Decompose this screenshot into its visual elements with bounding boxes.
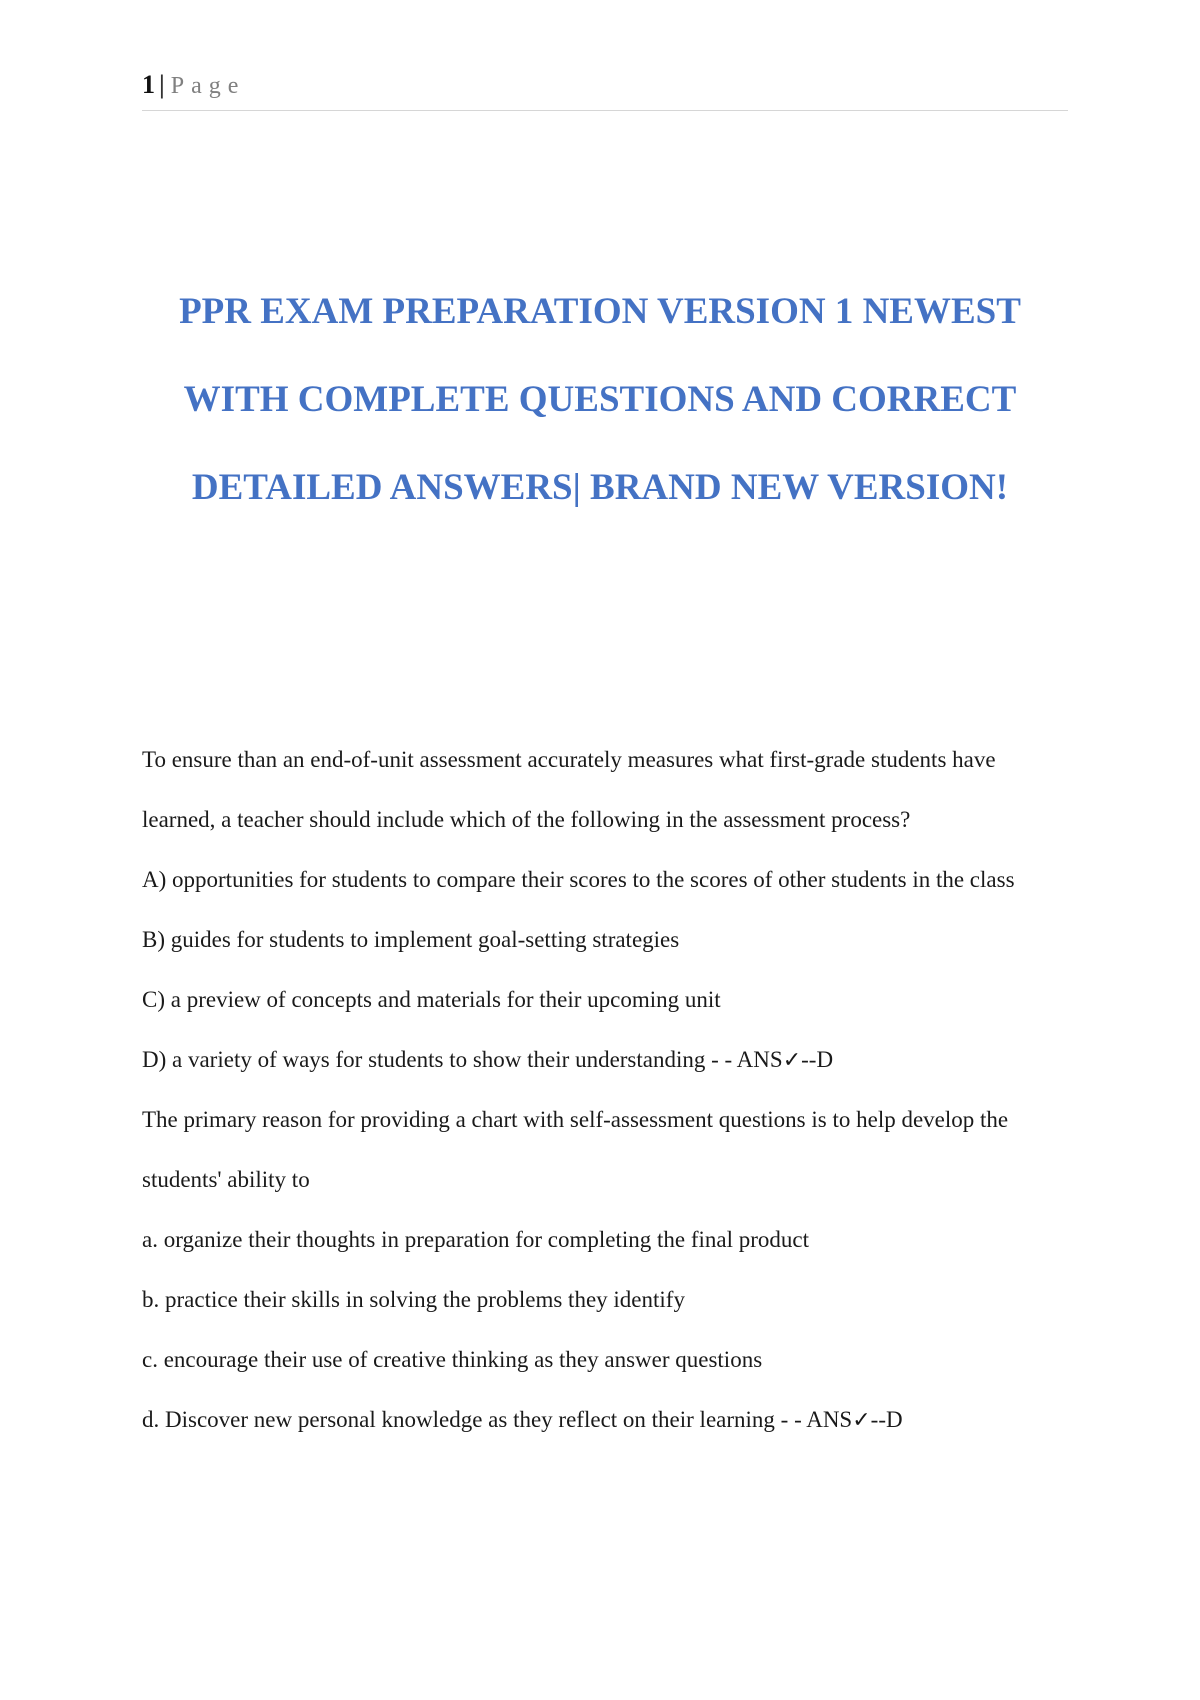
checkmark-icon: ✓	[852, 1408, 871, 1433]
document-title	[150, 268, 1050, 532]
question-block	[142, 1100, 1072, 1460]
header-separator: |	[159, 70, 165, 99]
answer-option	[142, 1400, 1072, 1460]
answer-option-text: D) a variety of ways for students to show their understanding - - ANS	[142, 1047, 783, 1072]
answer-option-text: d. Discover new personal knowledge as they reflect on their learning - - ANS	[142, 1407, 853, 1432]
question-stem: To ensure than an end-of-unit assessment accurately measures what first-grade students have	[142, 747, 996, 772]
page-number: 1	[142, 70, 155, 99]
question-block	[142, 740, 1072, 1100]
questions-body	[142, 740, 1072, 1460]
answer-option: A) opportunities for students to compare their scores to the scores of other students in the class	[142, 867, 1015, 892]
title-line: WITH COMPLETE QUESTIONS AND CORRECT	[183, 379, 1017, 420]
question-stem: learned, a teacher should include which of the following in the assessment process?	[142, 807, 911, 832]
page-header	[142, 72, 1068, 111]
page-label: Page	[170, 73, 246, 99]
checkmark-icon: ✓	[782, 1048, 802, 1073]
title-line: DETAILED ANSWERS| BRAND NEW VERSION!	[191, 467, 1009, 508]
answer-option: b. practice their skills in solving the problems they identify	[142, 1287, 685, 1312]
answer-option: C) a preview of concepts and materials for their upcoming unit	[142, 987, 721, 1012]
answer-option: a. organize their thoughts in preparation for completing the final product	[142, 1227, 810, 1252]
question-stem: students' ability to	[142, 1167, 310, 1192]
question-stem: The primary reason for providing a chart with self-assessment questions is to help develop the	[142, 1107, 1009, 1132]
answer-option: c. encourage their use of creative thinking as they answer questions	[142, 1347, 763, 1372]
answer-option	[142, 1040, 1072, 1100]
title-line: PPR EXAM PREPARATION VERSION 1 NEWEST	[179, 291, 1021, 332]
answer-key: --D	[801, 1047, 834, 1072]
answer-key: --D	[870, 1407, 903, 1432]
answer-option: B) guides for students to implement goal-setting strategies	[142, 927, 680, 952]
